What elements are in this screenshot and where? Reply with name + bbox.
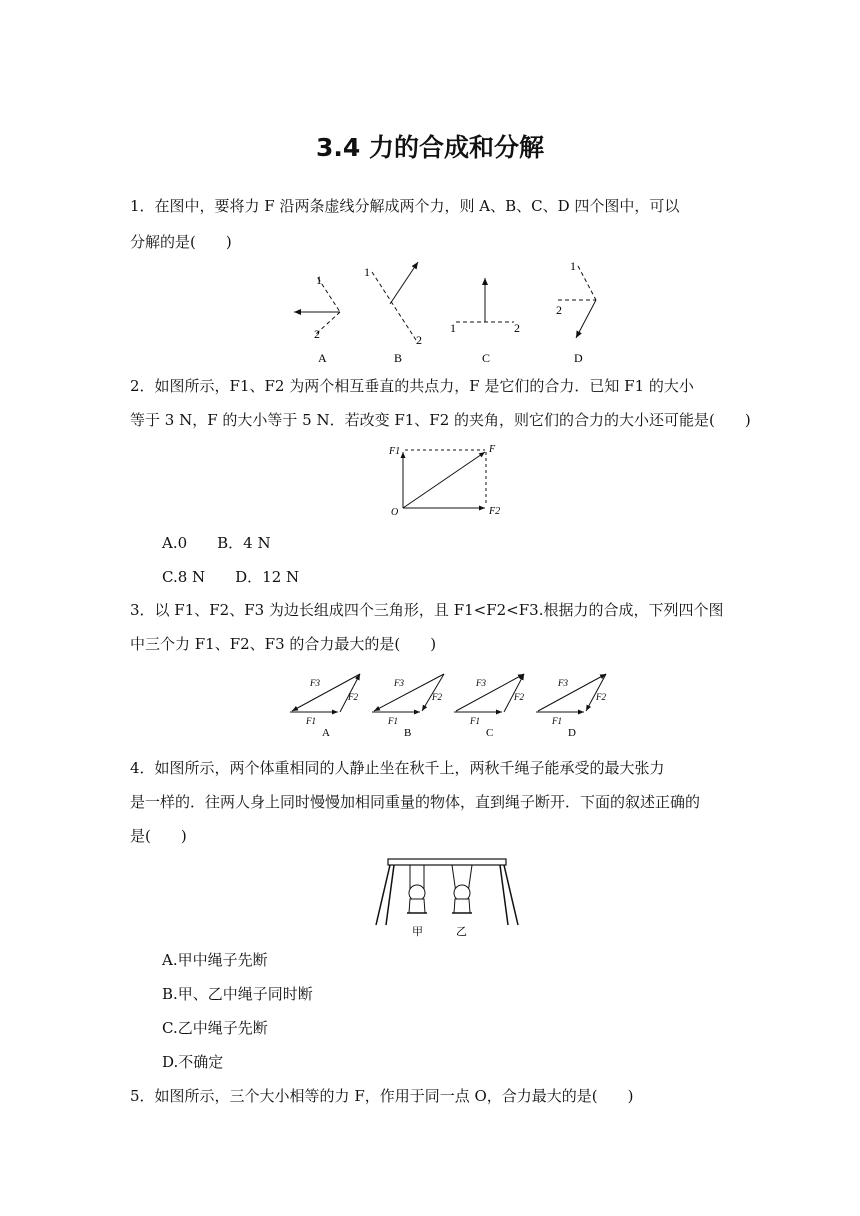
q3-d-f1: F1 [552,716,562,726]
q2-text-line1: 2．如图所示，F1、F2 为两个相互垂直的共点力，F 是它们的合力．已知 F1 的大小 [130,377,694,395]
q1-label-d: D [574,351,583,365]
q1-label-b: B [394,351,403,365]
q1-label-a: A [318,351,327,365]
q4-label-yi: 乙 [456,926,467,938]
q4-option-d: D.不确定 [162,1053,224,1071]
q4-swing-figure [372,855,522,940]
q1-diagram-d [556,259,596,365]
q4-option-b: B.甲、乙中绳子同时断 [162,985,313,1003]
q5-text-line1: 5．如图所示，三个大小相等的力 F，作用于同一点 O，合力最大的是( ) [130,1087,634,1105]
q2-label-f: F [489,444,496,455]
q1-label-c: C [482,351,491,365]
q3-label-c: C [486,727,494,738]
q3-label-a: A [322,727,330,738]
q1-d-num1: 1 [570,259,576,273]
q3-d-f2: F2 [596,692,606,702]
q3-triangle-c [454,674,524,738]
q3-triangle-b [372,674,444,738]
q1-figure [280,258,620,366]
q1-b-num2: 2 [416,333,422,347]
q1-c-num2: 2 [514,321,520,335]
q3-a-f3: F3 [310,678,320,688]
q3-text-line1: 3．以 F1、F2、F3 为边长组成四个三角形，且 F1<F2<F3.根据力的合成，下列四个图 [130,601,724,619]
q3-d-f3: F3 [558,678,568,688]
q3-triangle-a [290,674,360,738]
q4-text-line2: 是一样的．往两人身上同时慢慢加相同重量的物体，直到绳子断开．下面的叙述正确的 [130,793,701,811]
page-title: 3.4 力的合成和分解 [316,133,544,162]
q1-a-num1: 1 [316,273,322,287]
q1-diagram-c [450,278,520,365]
q1-a-num2: 2 [314,327,320,341]
q2-label-f2: F2 [489,506,501,517]
q3-c-f3: F3 [476,678,486,688]
q4-label-jia: 甲 [412,926,423,938]
q1-text-line1: 1．在图中，要将力 F 沿两条虚线分解成两个力，则 A、B、C、D 四个图中，可以 [130,197,680,215]
q1-c-num1: 1 [450,321,456,335]
q1-b-num1: 1 [364,265,370,279]
q3-b-f3: F3 [394,678,404,688]
q3-a-f2: F2 [348,692,358,702]
q2-options-cd: C.8 N D．12 N [162,568,300,586]
q2-label-f1: F1 [389,446,401,457]
q1-d-num2: 2 [556,303,562,317]
q3-text-line2: 中三个力 F1、F2、F3 的合力最大的是( ) [130,635,437,653]
q4-text-line1: 4．如图所示，两个体重相同的人静止坐在秋千上，两秋千绳子能承受的最大张力 [130,759,665,777]
q1-diagram-b [364,262,422,365]
q4-option-a: A.甲中绳子先断 [162,951,268,969]
q4-text-line3: 是( ) [130,827,187,845]
q2-figure [385,440,515,518]
q3-b-f1: F1 [388,716,398,726]
q3-b-f2: F2 [432,692,442,702]
q2-label-o: O [391,507,399,518]
q1-diagram-a [294,273,340,365]
q3-c-f2: F2 [514,692,524,702]
q3-label-d: D [568,727,576,738]
q4-option-c: C.乙中绳子先断 [162,1019,268,1037]
q3-triangle-d [536,674,606,738]
q2-options-ab: A.0 B．4 N [162,534,271,552]
q3-figure [284,666,614,738]
q3-a-f1: F1 [306,716,316,726]
q3-label-b: B [404,727,412,738]
q3-c-f1: F1 [470,716,480,726]
q1-text-line2: 分解的是( ) [130,233,232,251]
q2-text-line2: 等于 3 N，F 的大小等于 5 N．若改变 F1、F2 的夹角，则它们的合力的大小还可能是( ) [130,411,751,429]
